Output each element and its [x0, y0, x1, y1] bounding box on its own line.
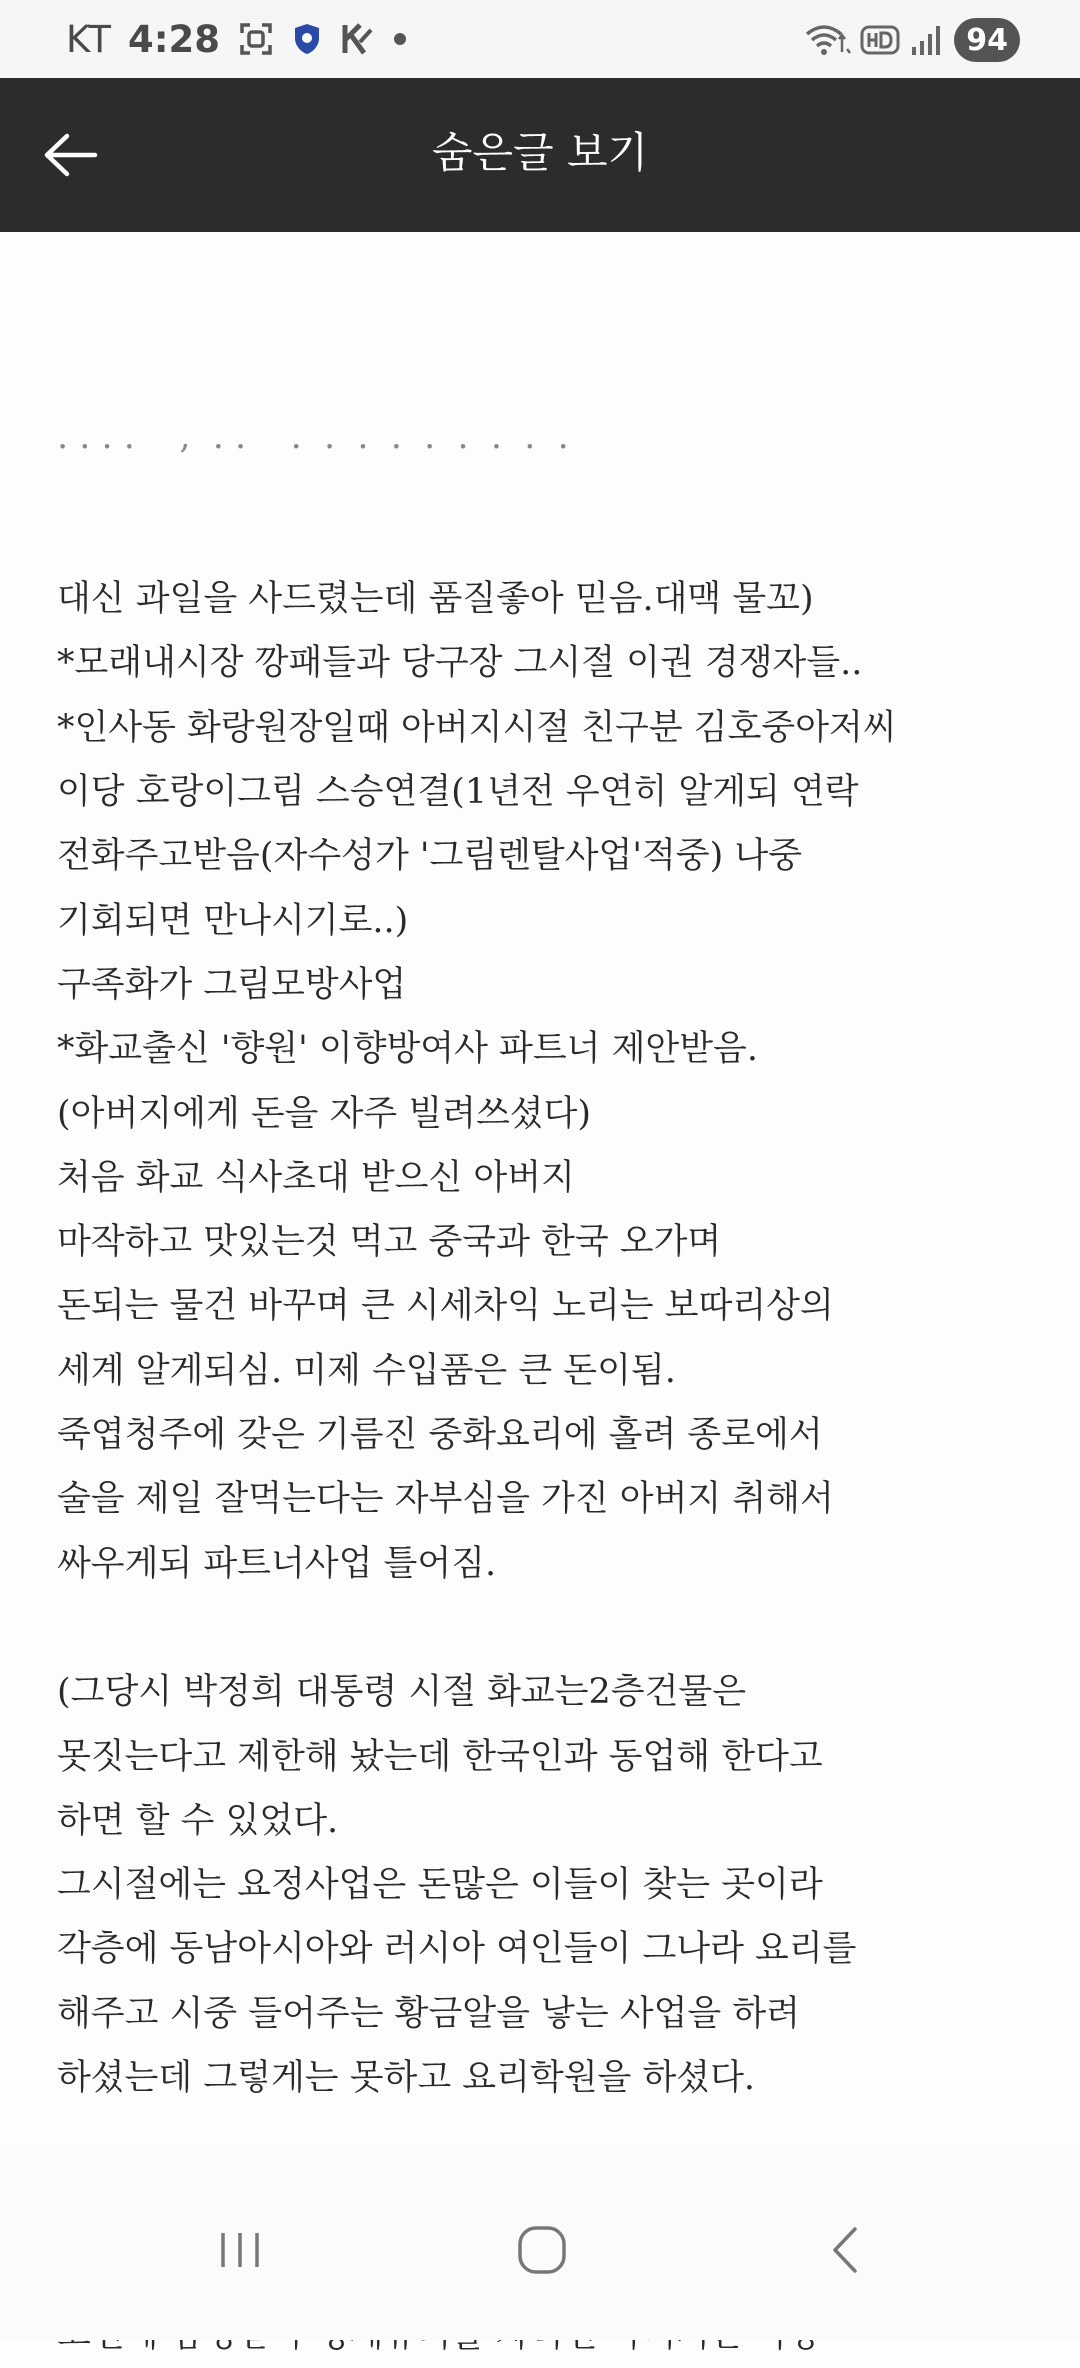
- text-line: 구족화가 그림모방사업: [57, 964, 407, 1005]
- text-line: 세계 알게되심. 미제 수입품은 큰 돈이됨.: [57, 1350, 676, 1391]
- text-line: *인사동 화랑원장일때 아버지시절 친구분 김호중아저씨: [57, 707, 897, 748]
- status-left: [66, 14, 408, 64]
- wifi-icon: [804, 22, 850, 58]
- text-line: *화교출신 '향원' 이향방여사 파트너 제안받음.: [57, 1029, 758, 1070]
- text-line: 하면 할 수 있었다.: [57, 1800, 339, 1841]
- text-line: 술을 제일 잘먹는다는 자부심을 가진 아버지 취해서: [57, 1479, 834, 1520]
- hidden-post-text: [57, 306, 1047, 2368]
- carrier-label: KT: [66, 17, 112, 61]
- back-icon: [825, 2223, 865, 2277]
- text-line: (아버지에게 돈을 자주 빌려쓰셨다): [57, 1093, 592, 1134]
- text-line: 그시절에는 요정사업은 돈많은 이들이 찾는 곳이라: [57, 1865, 823, 1906]
- content-scroll-area[interactable]: [0, 232, 1080, 2144]
- text-line: 각층에 동남아시아와 러시아 여인들이 그나라 요리를: [57, 1929, 857, 1970]
- text-line: 기회되면 만나시기로..): [57, 900, 409, 941]
- text-line: *모래내시장 깡패들과 당구장 그시절 이권 경쟁자들..: [57, 643, 863, 684]
- k-logo-icon: [340, 22, 374, 56]
- text-line: 마작하고 맛있는것 먹고 중국과 한국 오가며: [57, 1222, 722, 1263]
- page-title: 숨은글 보기: [431, 128, 649, 177]
- text-line: 해주고 시중 들어주는 황금알을 낳는 사업을 하려: [57, 1993, 800, 2034]
- home-button[interactable]: [487, 2200, 597, 2300]
- text-line: 돈되는 물건 바꾸며 큰 시세차익 노리는 보따리상의: [57, 1286, 834, 1327]
- text-line: 대신 과일을 사드렸는데 품질좋아 믿음.대맥 물꼬): [57, 579, 814, 620]
- blank-line: [57, 1596, 1047, 1660]
- text-line: 이당 호랑이그림 스승연결(1년전 우연히 알게되 연락: [57, 772, 859, 813]
- text-line: 하셨는데 그렇게는 못하고 요리학원을 하셨다.: [57, 2058, 756, 2099]
- nav-back-button[interactable]: [790, 2200, 900, 2300]
- text-line: 죽엽청주에 갖은 기름진 중화요리에 홀려 종로에서: [57, 1415, 823, 1456]
- text-line: (그당시 박정희 대통령 시절 화교는2층건물은: [57, 1672, 747, 1713]
- app-bar: [0, 78, 1080, 232]
- hd-icon: [860, 24, 900, 56]
- clipped-line: . . . . , . . . . . . . . . . .: [57, 416, 569, 457]
- text-line: 싸우게되 파트너사업 틀어짐.: [57, 1543, 497, 1584]
- text-line: 전화주고받음(자수성가 '그림렌탈사업'적중) 나중: [57, 836, 803, 877]
- text-line: 못짓는다고 제한해 놨는데 한국인과 동업해 한다고: [57, 1736, 823, 1777]
- text-line: 처음 화교 식사초대 받으신 아버지: [57, 1157, 575, 1198]
- dot-icon: [392, 31, 408, 47]
- navigation-bar: [0, 2144, 1080, 2340]
- recent-apps-button[interactable]: [185, 2200, 295, 2300]
- status-bar: [0, 0, 1080, 78]
- shield-icon: [292, 22, 322, 56]
- battery-badge: 94: [954, 18, 1020, 62]
- clock: 4:28: [128, 17, 221, 61]
- screenshot-icon: [238, 21, 274, 57]
- home-icon: [515, 2223, 569, 2277]
- recent-apps-icon: [215, 2225, 265, 2275]
- signal-icon: [910, 23, 944, 57]
- status-right: [804, 16, 1020, 64]
